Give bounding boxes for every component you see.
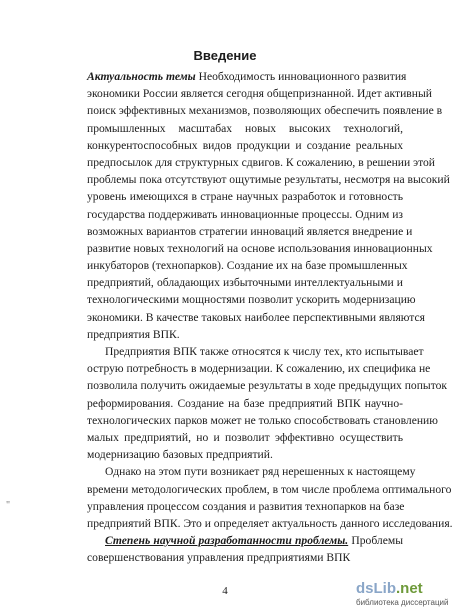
section-heading-relevance: Актуальность темы (87, 70, 196, 83)
text-line: конкурентоспособных видов продукции и создание реальных (87, 138, 403, 152)
body-text (87, 68, 453, 566)
text-line: технологическими мощностями позволит ускорить модернизацию (87, 293, 416, 307)
text-line: модернизацию базовых предприятий. (87, 448, 273, 462)
text-line: технологических парков может не только способствовать становлению (87, 413, 438, 427)
text-line: малых предприятий, но и позволит эффективно осуществить (87, 430, 403, 444)
text-line: Степень научной разработанности проблемы. Проблемы (105, 534, 403, 548)
text-line: инкубаторов (технопарков). Создание их на базе промышленных (87, 259, 408, 273)
text-line: государства поддерживать инновационные процессы. Одним из (87, 207, 403, 221)
margin-mark: " (6, 500, 11, 511)
text-line: экономики России является сегодня общепризнанной. Идет активный (87, 87, 432, 101)
text-line: Актуальность темы Необходимость инновационного развития (87, 70, 407, 83)
text-line: уровень имеющихся в стране научных разработок и готовность (87, 190, 403, 204)
text-line: управления процессом создания и развития технопарков на базе (87, 499, 405, 513)
page-title: Введение (193, 48, 257, 63)
watermark-logo: dsLib.net (356, 580, 423, 597)
watermark (356, 580, 450, 615)
text-line: реформирования. Создание на базе предприятий ВПК научно- (87, 396, 403, 410)
text-line: времени методологических проблем, в том числе проблема оптимального (87, 482, 452, 496)
text-line: Однако на этом пути возникает ряд нерешенных к настоящему (105, 465, 416, 479)
text-line: предприятий ВПК. Это и определяет актуальность данного исследования. (87, 516, 453, 530)
text-line: развитие новых технологий на основе использования инновационных (87, 241, 433, 255)
text-line: поиск эффективных механизмов, позволяющих обеспечить появление в (87, 104, 443, 118)
section-heading-development: Степень научной разработанности проблемы. (105, 534, 349, 548)
text-line: Предприятия ВПК также относятся к числу тех, кто испытывает (105, 345, 424, 358)
text-line: острую потребность в модернизации. К сожалению, их специфика не (87, 362, 431, 376)
watermark-subtitle: библиотека диссертаций (356, 598, 449, 607)
text-line: возможных вариантов стратегии инноваций является внедрение и (87, 224, 413, 238)
text-line: совершенствования управления предприятиями ВПК (87, 551, 351, 565)
text-line: проблемы пока отсутствуют ощутимые результаты, несмотря на высокий (87, 173, 450, 187)
text-line: предпосылок для структурных сдвигов. К сожалению, в решении этой (87, 155, 436, 169)
text-line: предприятий, обладающих избыточными интеллектуальными и (87, 276, 403, 290)
text-line: предприятия ВПК. (87, 327, 180, 341)
page-number: 4 (222, 585, 228, 597)
text-line: промышленных масштабах новых высоких технологий, (87, 121, 403, 135)
text-line: позволила получить ожидаемые результаты в ходе предыдущих попыток (87, 379, 448, 393)
text-line: экономики. В качестве таковых наиболее перспективными являются (87, 310, 425, 324)
